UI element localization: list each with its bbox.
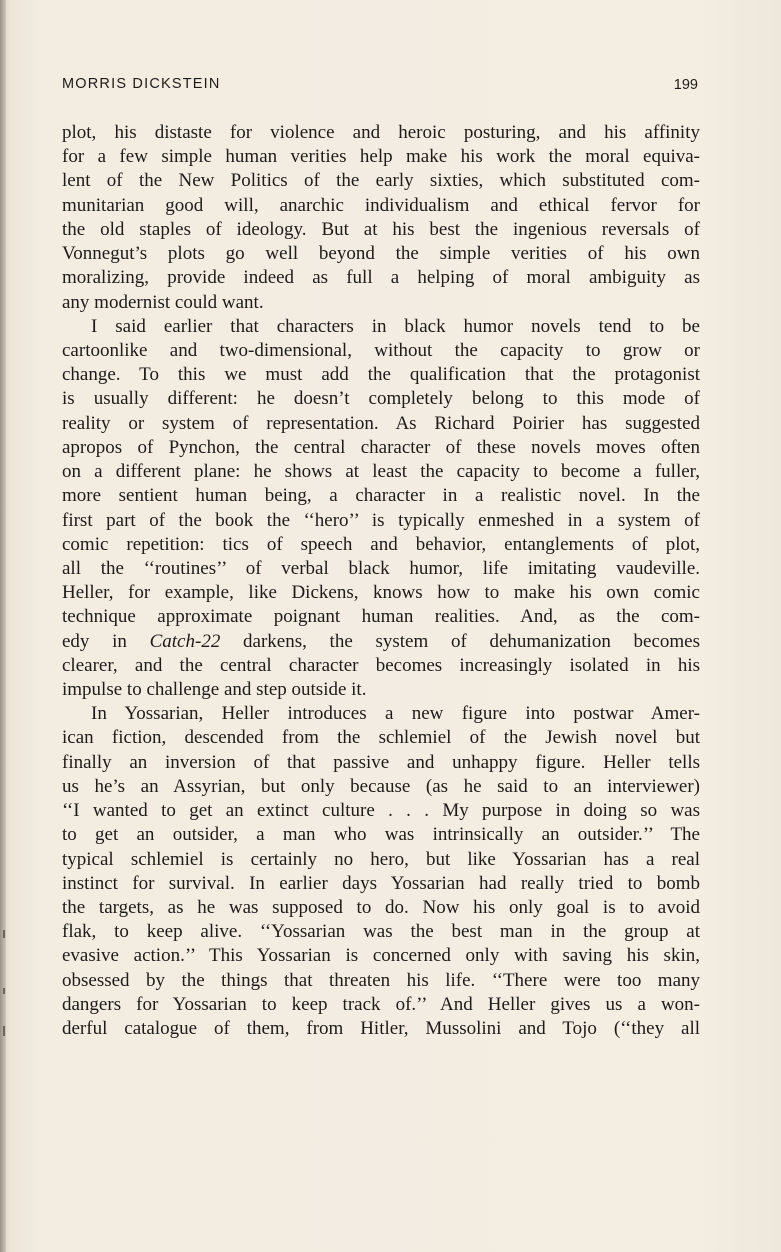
text-line: more sentient human being, a character in a realistic novel. In the xyxy=(62,485,700,507)
text-line: lent of the New Politics of the early sixties, which substituted com- xyxy=(62,170,700,192)
text-line: ‘‘I wanted to get an extinct culture . . . My purpose in doing so was xyxy=(62,800,700,822)
text-line: instinct for survival. In earlier days Yossarian had really tried to bomb xyxy=(62,872,700,894)
page-number: 199 xyxy=(673,77,698,93)
text-line: finally an inversion of that passive and unhappy figure. Heller tells xyxy=(62,751,700,773)
text-line: first part of the book the ‘‘hero’’ is typically enmeshed in a system of xyxy=(62,509,700,531)
text-line: reality or system of representation. As Richard Poirier has suggested xyxy=(62,412,700,434)
text-line: the old staples of ideology. But at his best the ingenious reversals of xyxy=(62,218,700,240)
text-segment: edy in xyxy=(62,630,150,652)
text-line: Heller, for example, like Dickens, knows how to make his own comic xyxy=(62,582,700,604)
text-line: is usually different: he doesn’t completely belong to this mode of xyxy=(62,388,700,410)
text-line-paragraph-start: In Yossarian, Heller introduces a new figure into postwar Amer- xyxy=(91,703,700,725)
text-line-paragraph-end: impulse to challenge and step outside it. xyxy=(62,679,367,701)
running-head xyxy=(62,74,700,96)
text-line: the targets, as he was supposed to do. Now his only goal is to avoid xyxy=(62,897,700,918)
text-line: typical schlemiel is certainly no hero, but like Yossarian has a real xyxy=(62,848,700,870)
text-line: Vonnegut’s plots go well beyond the simple verities of his own xyxy=(62,243,700,265)
text-line: flak, to keep alive. ‘‘Yossarian was the best man in the group at xyxy=(62,921,700,943)
binding-mark xyxy=(3,1026,5,1036)
text-line: for a few simple human verities help make his work the moral equiva- xyxy=(62,146,700,168)
body-text xyxy=(62,121,700,1041)
text-line: technique approximate poignant human realities. And, as the com- xyxy=(62,606,700,628)
text-line: plot, his distaste for violence and heroic posturing, and his affinity xyxy=(62,122,700,143)
text-line: obsessed by the things that threaten his life. ‘‘There were too many xyxy=(62,969,700,991)
text-line: on a different plane: he shows at least the capacity to become a fuller, xyxy=(62,461,700,483)
book-title-catch-22: Catch-22 xyxy=(149,630,221,652)
text-line: clearer, and the central character becomes increasingly isolated in his xyxy=(62,654,700,676)
text-line: munitarian good will, anarchic individualism and ethical fervor for xyxy=(62,194,700,216)
text-line: moralizing, provide indeed as full a helping of moral ambiguity as xyxy=(62,267,700,289)
text-line: ican fiction, descended from the schlemiel of the Jewish novel but xyxy=(62,727,700,749)
binding-edge-marks xyxy=(0,930,14,1060)
text-line: to get an outsider, a man who was intrinsically an outsider.’’ The xyxy=(62,824,700,846)
binding-mark xyxy=(3,988,5,994)
text-line: us he’s an Assyrian, but only because (as he said to an interviewer) xyxy=(62,775,700,797)
text-line-with-title xyxy=(62,630,700,654)
text-line-paragraph-end: any modernist could want. xyxy=(62,291,264,313)
text-line: dangers for Yossarian to keep track of.’’ And Heller gives us a won- xyxy=(62,993,700,1015)
text-line: apropos of Pynchon, the central character of these novels moves often xyxy=(62,436,700,458)
text-line: change. To this we must add the qualification that the protagonist xyxy=(62,364,700,386)
text-line-paragraph-start: I said earlier that characters in black humor novels tend to be xyxy=(91,315,700,337)
text-line: comic repetition: tics of speech and behavior, entanglements of plot, xyxy=(62,533,700,555)
text-line: all the ‘‘routines’’ of verbal black humor, life imitating vaudeville. xyxy=(62,557,700,579)
gutter-shadow xyxy=(0,0,6,1252)
text-segment: darkens, the system of dehumanization becomes xyxy=(220,630,700,652)
running-head-author: MORRIS DICKSTEIN xyxy=(62,76,221,92)
binding-mark xyxy=(3,930,5,938)
text-line: evasive action.’’ This Yossarian is concerned only with saving his skin, xyxy=(62,945,700,967)
text-line: cartoonlike and two-dimensional, without the capacity to grow or xyxy=(62,339,700,361)
text-line: derful catalogue of them, from Hitler, Mussolini and Tojo (‘‘they all xyxy=(62,1018,700,1040)
